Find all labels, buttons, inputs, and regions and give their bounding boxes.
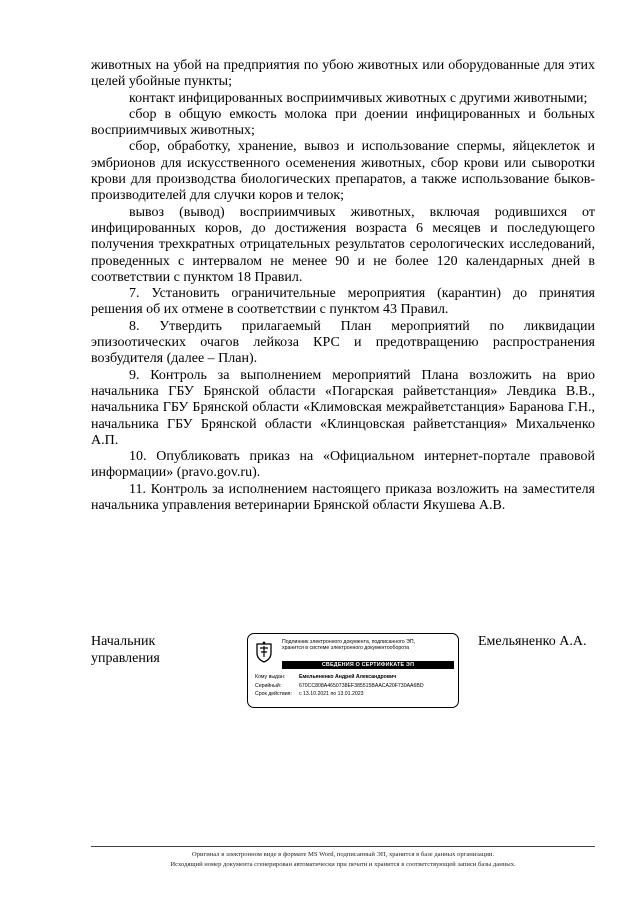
document-body (91, 58, 595, 514)
page-footer (91, 850, 595, 869)
position-line: Начальник (91, 634, 156, 649)
footer-line: Оригинал в электронном виде в формате MS Word, подписанный ЭП, хранится в базе данных организации. (191, 851, 495, 858)
certificate-validity: с 13.10.2021 по 13.01.2023 (299, 691, 364, 698)
paragraph-item-8: 8. Утвердить прилагаемый План мероприятий по ликвидации эпизоотических очагов лейкоза КРС и предотвращению распространения возбудителя (далее – План). (91, 318, 595, 367)
certificate-serial: 670CC808A4650738EF385515BAACA20F730AA6BD (299, 682, 424, 689)
certificate-label: Кому выдан: (255, 674, 286, 680)
footer-line: Исходящий номер документа сгенерирован автоматически при печати и хранится в соответствующей записи базы данных. (170, 860, 516, 868)
certificate-label: Серийный: (255, 682, 282, 689)
stamp-header (282, 639, 454, 651)
stamp-title-bar: СВЕДЕНИЯ О СЕРТИФИКАТЕ ЭП (282, 661, 454, 669)
certificate-row (255, 690, 455, 699)
footer-divider (91, 846, 595, 847)
position-line: управления (91, 651, 160, 666)
certificate-owner: Емельяненко Андрей Александрович (299, 674, 397, 680)
paragraph: животных на убой на предприятия по убою животных или оборудованные для этих целей убойные пункты; (91, 58, 595, 90)
paragraph: сбор в общую емкость молока при доении инфицированных и больных восприимчивых животных; (91, 106, 595, 139)
paragraph-item-9: 9. Контроль за выполнением мероприятий Плана возложить на врио начальника ГБУ Брянской области «Погарская райветстанция» Левдика В.В., начальника ГБУ Брянской области «Климовская межрайветстанция» Баранова Г.Н., начальника ГБУ Брянской области «Клинцовская райветстанция» Михальченко А.П. (91, 367, 595, 448)
paragraph-item-10: 10. Опубликовать приказ на «Официальном интернет-портале правовой информации» (pravo.gov.ru). (91, 449, 595, 481)
paragraph-item-7: 7. Установить ограничительные мероприятия (карантин) до принятия решения об их отмене в соответствии с пунктом 43 Правил. (91, 286, 595, 318)
paragraph-item-11: 11. Контроль за исполнением настоящего приказа возложить на заместителя начальника управления ветеринарии Брянской области Якушева А.В. (91, 481, 595, 514)
electronic-signature-stamp (247, 633, 459, 708)
stamp-header-line: Подлинник электронного документа, подписанного ЭП, (282, 639, 416, 645)
stamp-header-line: хранится в системе электронного документооборота (282, 645, 410, 652)
signatory-name: Емельяненко А.А. (478, 634, 587, 649)
certificate-row (255, 682, 455, 691)
coat-of-arms-icon (255, 641, 273, 663)
signatory-position (91, 633, 160, 667)
paragraph: вывоз (вывод) восприимчивых животных, включая родившихся от инфицированных коров, до достижения возраста 6 месяцев и последующего получения трехкратных отрицательных результатов серологических исследований, проведенных с интервалом не менее 90 и не более 120 календарных дней в соответствии с пунктом 18 Правил. (91, 204, 595, 285)
certificate-label: Срок действия: (255, 691, 292, 698)
paragraph: контакт инфицированных восприимчивых животных с другими животными; (129, 90, 588, 106)
certificate-details (255, 673, 455, 699)
paragraph: сбор, обработку, хранение, вывоз и использование спермы, яйцеклеток и эмбрионов для искусственного осеменения животных, сбор крови или сыворотки крови для производства биологических препаратов, а также использование быков-производителей для случки коров и телок; (91, 139, 595, 204)
certificate-row (255, 673, 455, 682)
